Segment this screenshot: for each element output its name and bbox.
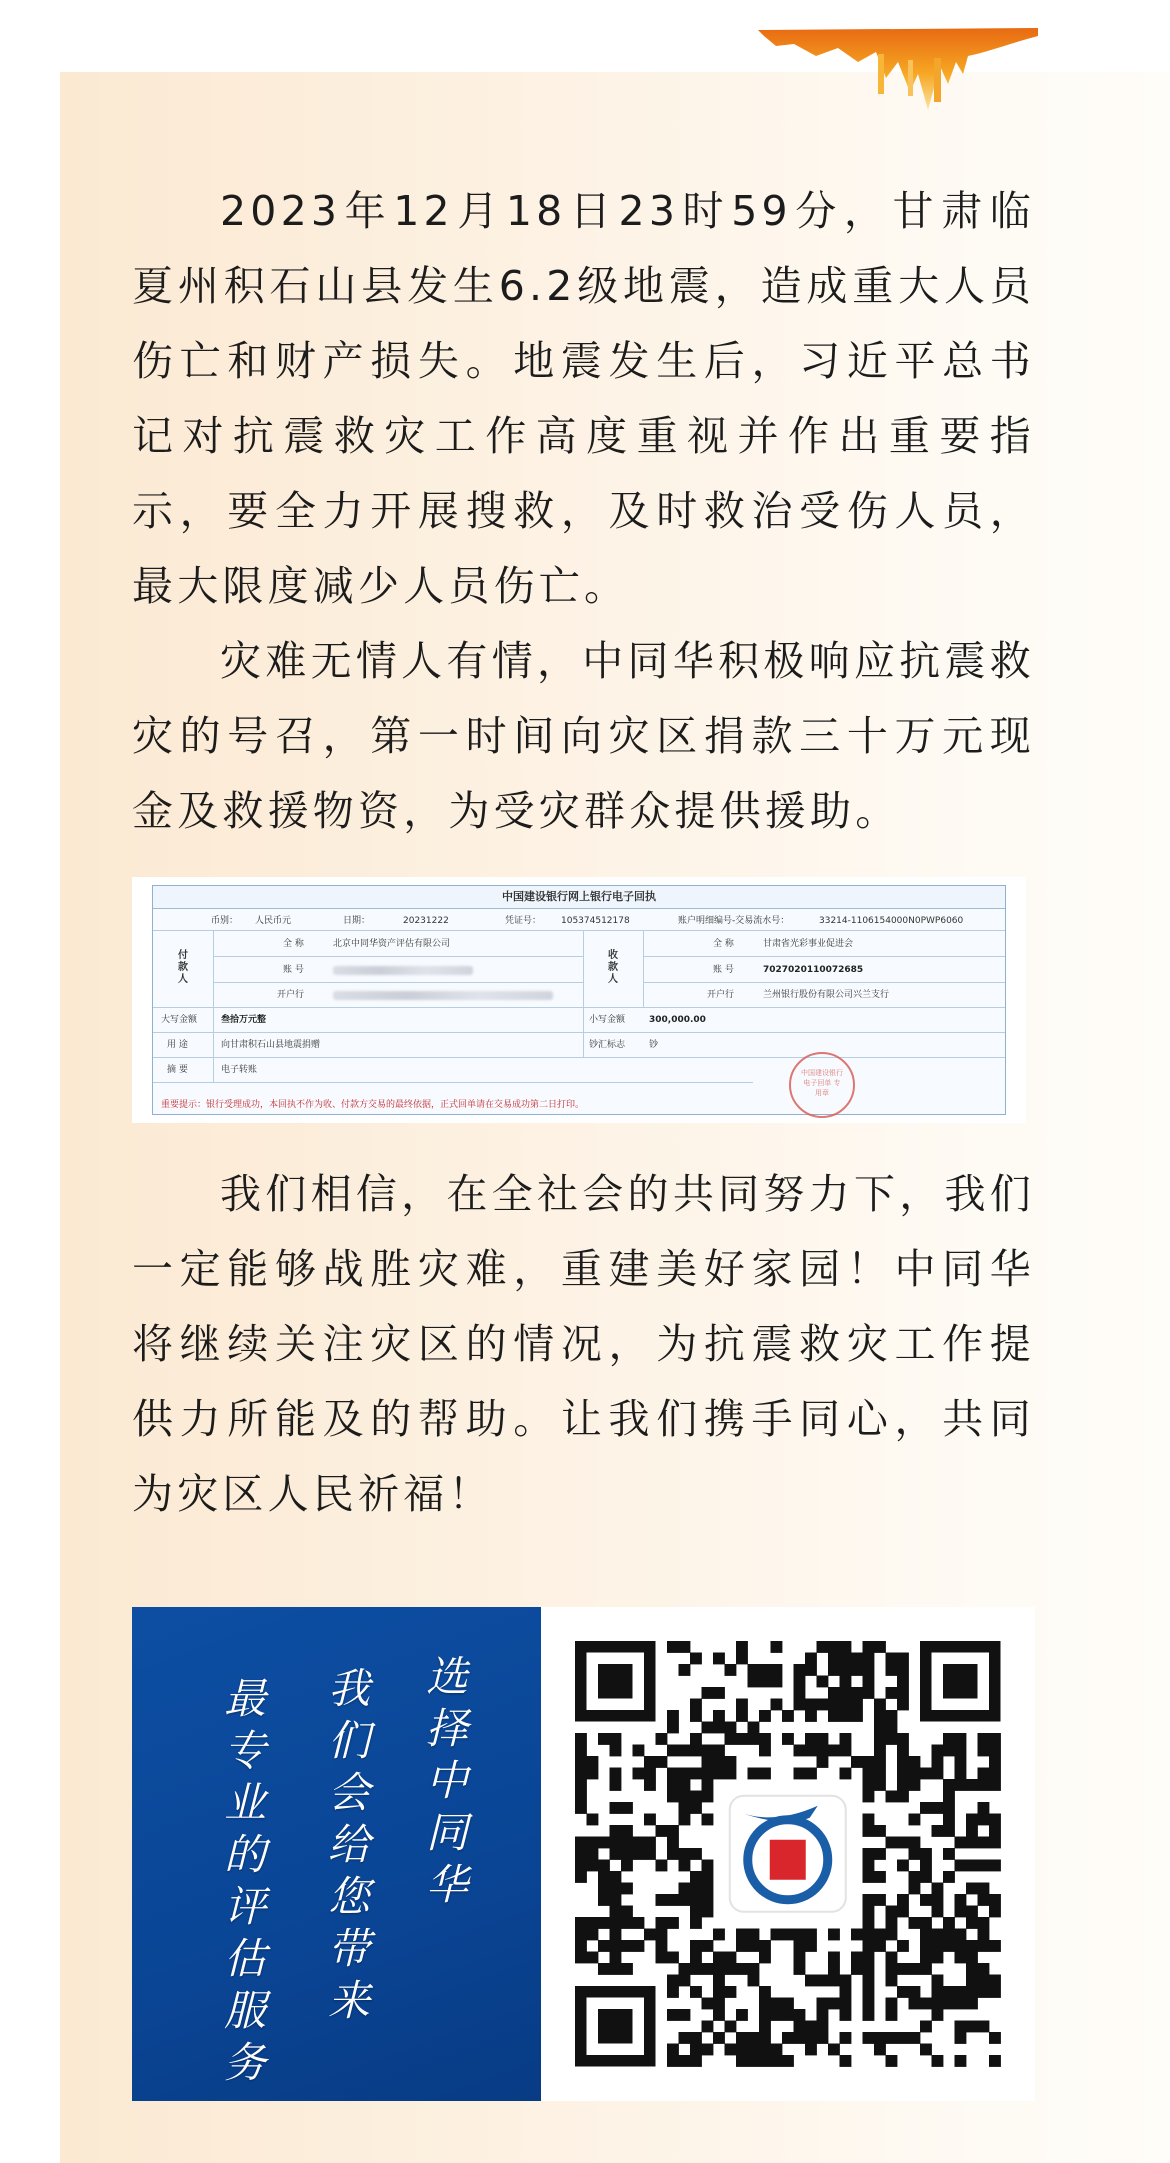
city-skyline-decoration (758, 22, 1038, 114)
qr-code-pattern (541, 1607, 1035, 2101)
receipt-date: 20231222 (403, 916, 449, 926)
receipt-cash-label: 钞汇标志 (589, 1040, 626, 1050)
redacted-payer-account (333, 966, 473, 975)
article-paragraph-1: 2023年12月18日23时59分，甘肃临夏州积石山县发生6.2级地震，造成重大人员伤亡和财产损失。地震发生后，习近平总书记对抗震救灾工作高度重视并作出重要指示，要全力开展搜救，及时救治受伤人员，最大限度减少人员伤亡。 (132, 187, 1035, 610)
receipt-payer-name-label: 全 称 (283, 939, 304, 949)
receipt-payee-name: 甘肃省光彩事业促进会 (763, 939, 854, 949)
receipt-currency-label: 币别： (211, 916, 239, 926)
article-paragraph-2: 灾难无情人有情，中同华积极响应抗震救灾的号召，第一时间向灾区捐款三十万元现金及救援物资，为受灾群众提供援助。 (132, 637, 1035, 835)
receipt-serial-label: 账户明细编号-交易流水号： (678, 916, 790, 926)
receipt-payee-label: 收款人 (608, 950, 618, 985)
receipt-amount: 300,000.00 (649, 1015, 706, 1025)
receipt-summary-label: 摘 要 (167, 1065, 188, 1075)
qr-finder-pattern-1 (581, 1647, 650, 1716)
receipt-amount-words: 叁拾万元整 (221, 1015, 267, 1025)
receipt-payee-name-label: 全 称 (713, 939, 734, 949)
qr-finder-pattern-3 (581, 1992, 650, 2061)
qr-code[interactable] (541, 1607, 1035, 2101)
receipt-title: 中国建设银行网上银行电子回执 (153, 886, 1005, 909)
receipt-currency: 人民币元 (255, 916, 292, 926)
receipt-payer-bank-label: 开户行 (277, 990, 305, 1000)
receipt-purpose-label: 用 途 (167, 1040, 188, 1050)
redacted-payer-bank (333, 991, 553, 1000)
receipt-payer-label: 付款人 (178, 950, 188, 985)
receipt-voucher: 105374512178 (561, 916, 630, 926)
qr-finder-pattern-2 (926, 1647, 995, 1716)
receipt-payee-account: 7027020110072685 (763, 965, 864, 975)
receipt-date-label: 日期： (343, 916, 371, 926)
bank-receipt-image (132, 877, 1026, 1123)
receipt-payer-account-label: 账 号 (283, 965, 304, 975)
receipt-amount-label: 小写金额 (589, 1015, 626, 1025)
receipt-payer-name: 北京中同华资产评估有限公司 (333, 939, 451, 949)
receipt-note: 重要提示：银行受理成功，本回执不作为收、付款方交易的最终依据，正式回单请在交易成功第二日打印。 (161, 1100, 585, 1110)
receipt-amount-words-label: 大写金额 (161, 1015, 198, 1025)
receipt-payee-bank-label: 开户行 (707, 990, 735, 1000)
company-logo-icon (730, 1796, 846, 1912)
receipt-purpose: 向甘肃积石山县地震捐赠 (221, 1040, 321, 1050)
promo-slogan-3: 最专业的评估服务 (223, 1674, 266, 2087)
bank-stamp-text: 中国建设银行 电子回单 专用章 (801, 1069, 843, 1097)
receipt-voucher-label: 凭证号： (505, 916, 542, 926)
receipt-payee-account-label: 账 号 (713, 965, 734, 975)
promo-slogan-2: 我们会给您带来 (327, 1664, 370, 2025)
bank-receipt (152, 885, 1006, 1115)
article-paragraph-3: 我们相信，在全社会的共同努力下，我们一定能够战胜灾难，重建美好家园！中同华将继续关注灾区的情况，为抗震救灾工作提供力所能及的帮助。让我们携手同心，共同为灾区人民祈福！ (132, 1170, 1035, 1518)
receipt-serial: 33214-1106154000N0PWP6060 (819, 916, 964, 926)
receipt-payee-bank: 兰州银行股份有限公司兴兰支行 (763, 990, 890, 1000)
receipt-summary: 电子转账 (221, 1065, 258, 1075)
receipt-cash: 钞 (649, 1040, 659, 1050)
promo-slogan-1: 选择中同华 (425, 1652, 468, 1909)
promo-banner (132, 1607, 541, 2101)
bank-stamp (789, 1052, 855, 1118)
